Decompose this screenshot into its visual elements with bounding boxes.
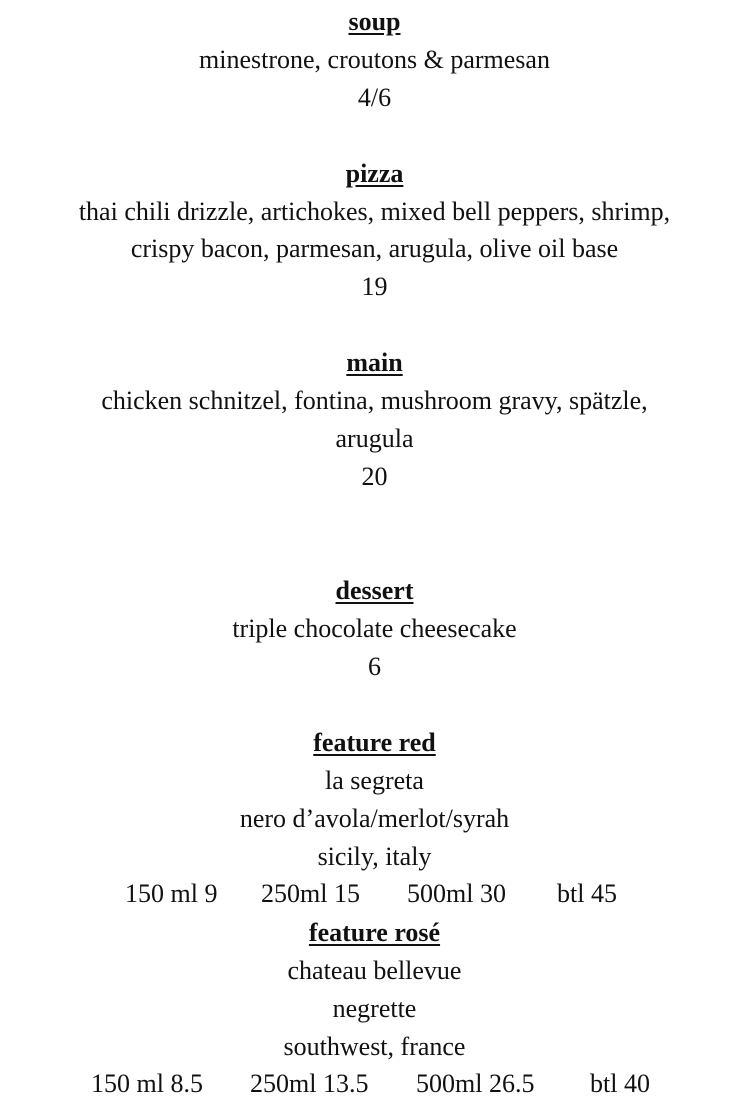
- feature-rose-price-row: [0, 1065, 749, 1103]
- feature-red-price-150ml: 150 ml 9: [125, 879, 218, 908]
- pizza-heading: pizza: [345, 159, 404, 188]
- feature-red-price-250ml: 250ml 15: [261, 879, 360, 908]
- feature-rose-price-250ml: 250ml 13.5: [250, 1069, 369, 1098]
- feature-red-region: sicily, italy: [317, 842, 432, 871]
- main-price: 20: [361, 462, 388, 491]
- dessert-heading: dessert: [335, 576, 414, 605]
- feature-rose-price-500ml: 500ml 26.5: [416, 1069, 535, 1098]
- soup-description: minestrone, croutons & parmesan: [199, 45, 550, 74]
- feature-rose-grapes: negrette: [332, 994, 417, 1023]
- main-heading: main: [346, 348, 403, 377]
- feature-rose-price-bottle: btl 40: [590, 1069, 650, 1098]
- feature-rose-winery: chateau bellevue: [287, 956, 462, 985]
- feature-red-price-500ml: 500ml 30: [407, 879, 506, 908]
- feature-red-price-bottle: btl 45: [557, 879, 617, 908]
- soup-heading: soup: [348, 7, 401, 36]
- soup-price: 4/6: [357, 83, 392, 112]
- feature-rose-price-150ml: 150 ml 8.5: [91, 1069, 203, 1098]
- feature-rose-heading: feature rosé: [308, 918, 441, 947]
- feature-rose-region: southwest, france: [283, 1032, 466, 1061]
- feature-red-grapes: nero d’avola/merlot/syrah: [239, 804, 510, 833]
- pizza-price: 19: [361, 272, 388, 301]
- main-description-line1: chicken schnitzel, fontina, mushroom gravy, spätzle,: [101, 386, 648, 415]
- main-description-line2: arugula: [335, 424, 414, 453]
- feature-red-winery: la segreta: [325, 766, 424, 795]
- pizza-description-line1: thai chili drizzle, artichokes, mixed bell peppers, shrimp,: [78, 197, 671, 226]
- dessert-description: triple chocolate cheesecake: [232, 614, 517, 643]
- dessert-price: 6: [368, 652, 381, 681]
- pizza-description-line2: crispy bacon, parmesan, arugula, olive oil base: [130, 234, 619, 263]
- feature-red-price-row: [0, 875, 749, 913]
- feature-red-heading: feature red: [313, 728, 436, 757]
